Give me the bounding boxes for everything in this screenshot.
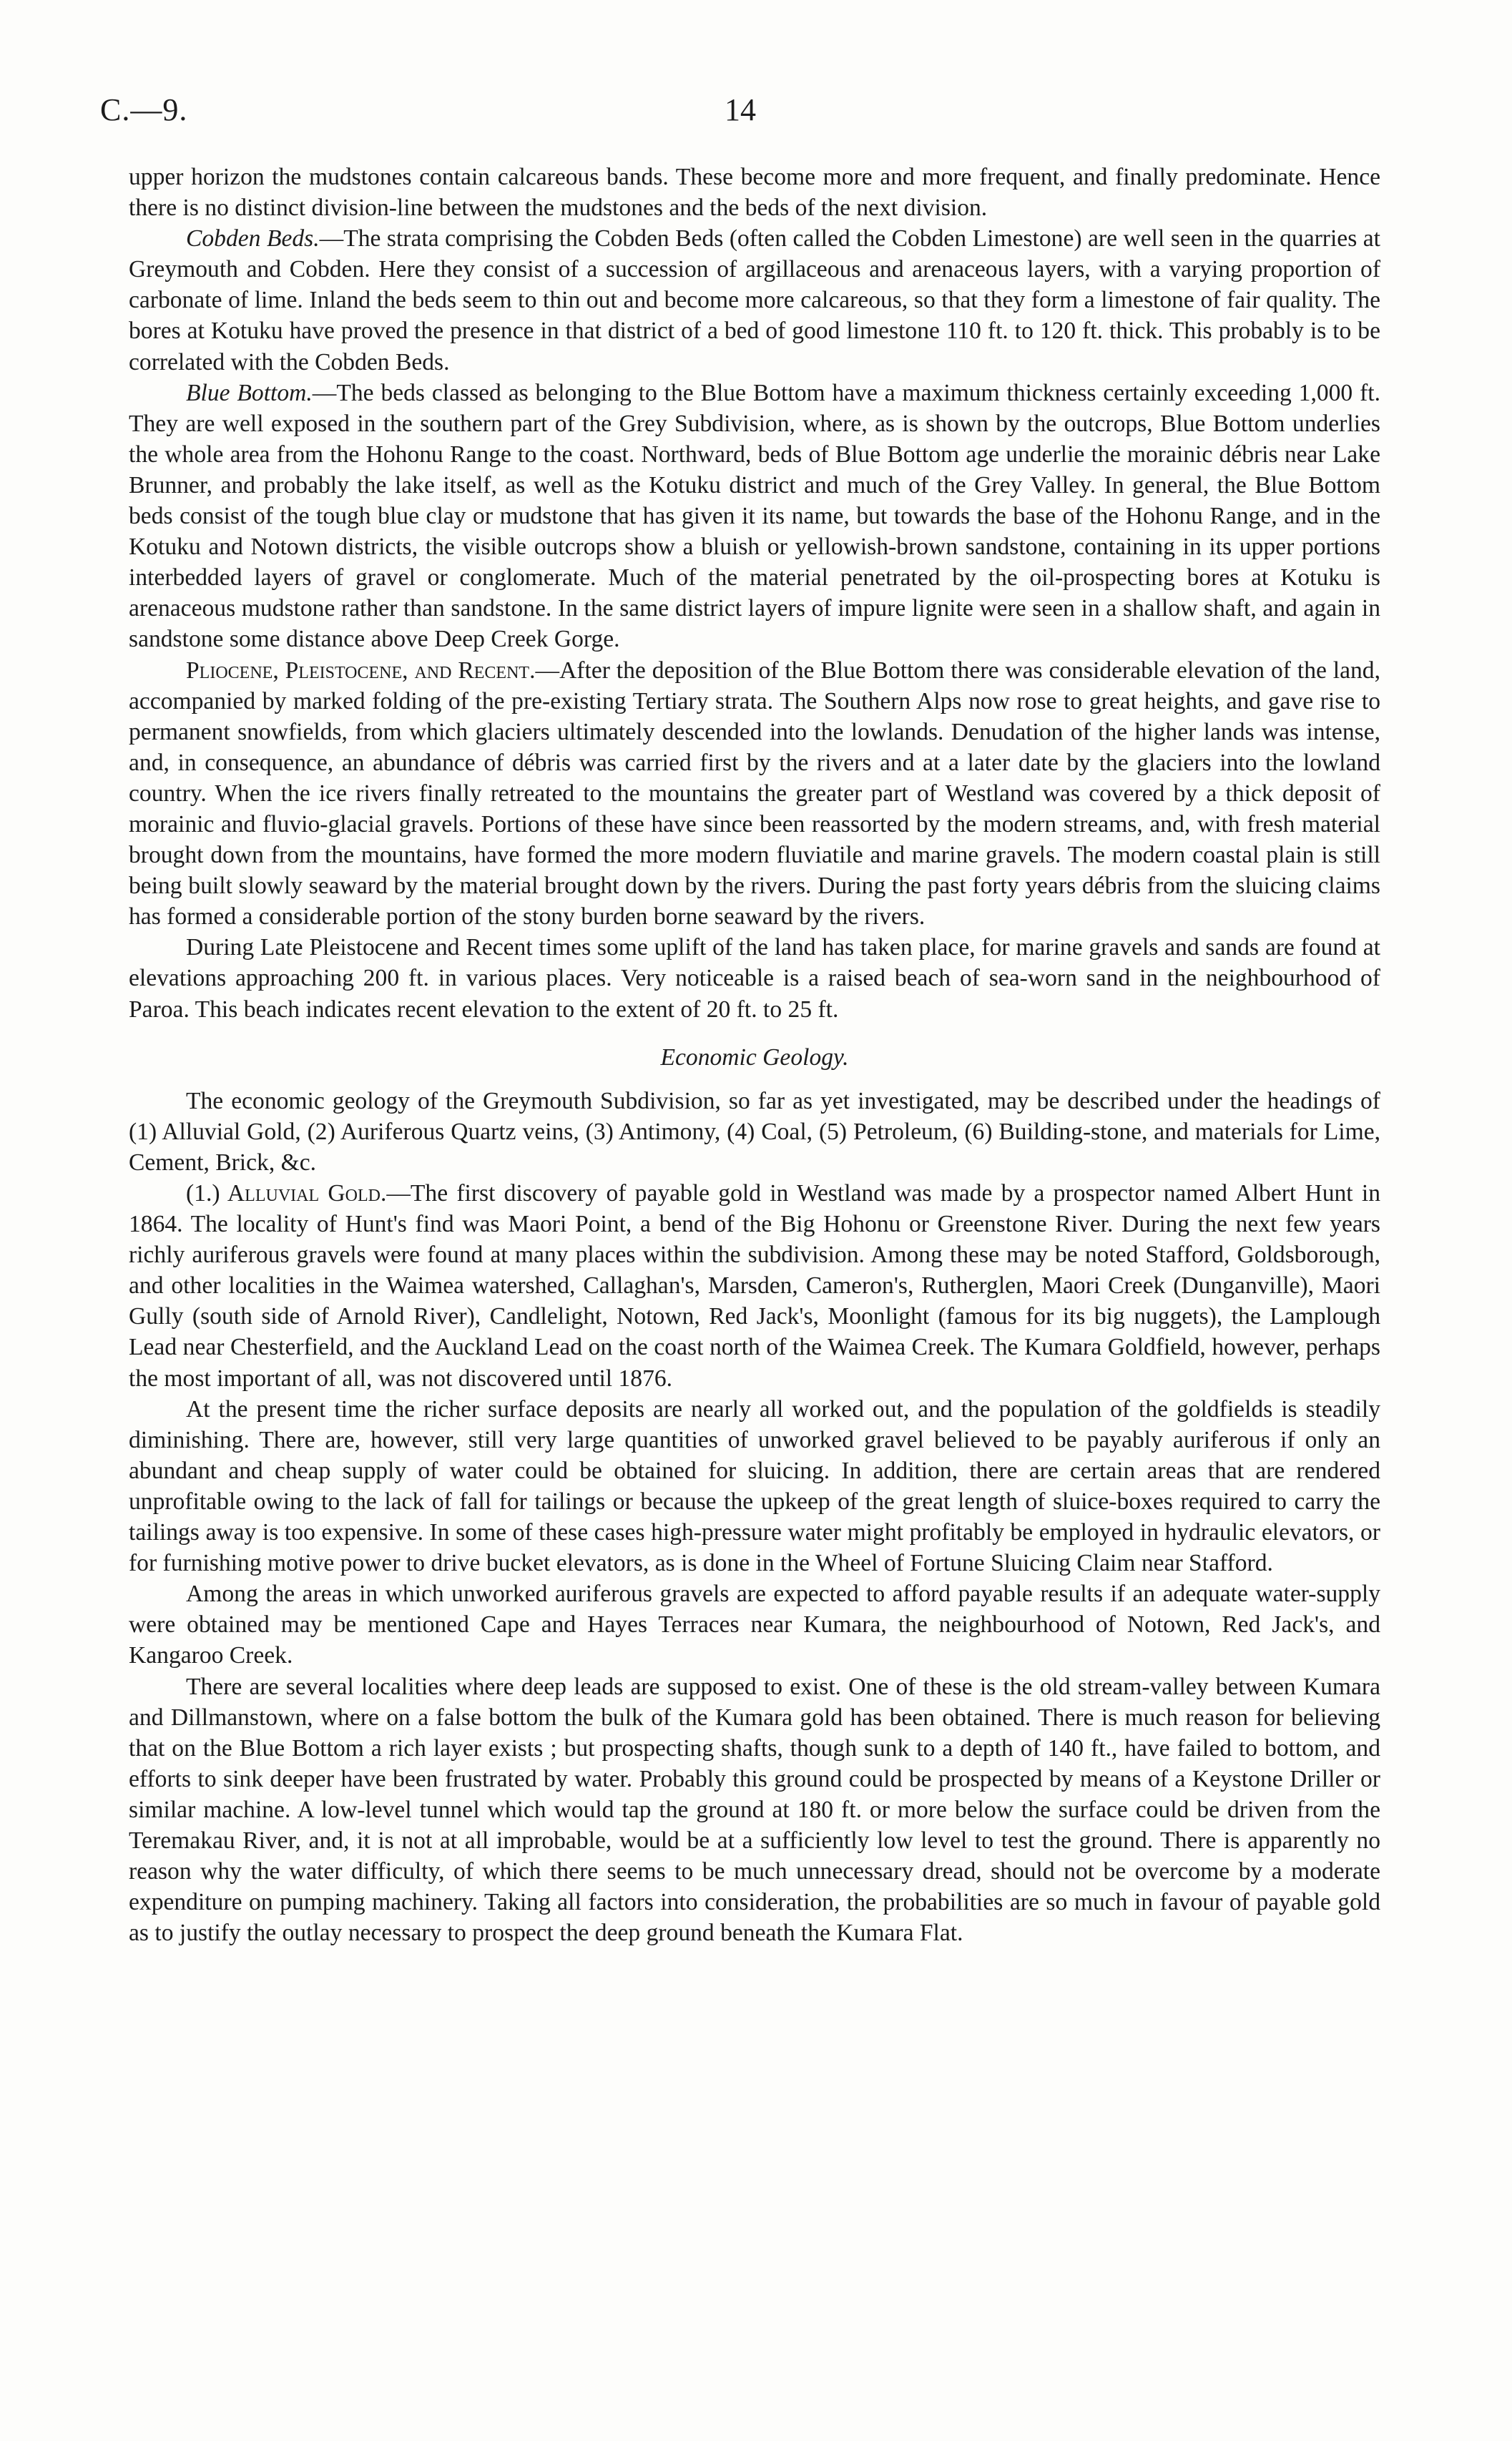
paragraph [129, 1394, 1380, 1579]
paragraph [129, 1578, 1380, 1671]
paragraph-text: At the present time the richer surface deposits are nearly all worked out, and the population of the goldfields is steadily diminishing. There are, however, still very large quantities of unworked gravel believed to be payably auriferous if only an abundant and cheap supply of water could be obtained for sluicing. In addition, there are certain areas that are rendered unprofitable owing to the lack of fall for tailings or because the upkeep of the great length of sluice-boxes required to carry the tailings away is too expensive. In some of these cases high-pressure water might profitably be employed in hydraulic elevators, or for furnishing motive power to drive bucket elevators, as is done in the Wheel of Fortune Sluicing Claim near Stafford. [129, 1395, 1380, 1577]
document-code: C.—9. [100, 92, 188, 127]
paragraph-lead: Pliocene, Pleistocene, and Recent. [186, 657, 536, 684]
paragraph-text: upper horizon the mudstones contain calcareous bands. These become more and more frequent, and finally predominate. Hence there is no distinct division-line between the mudstones and the beds of the next division. [129, 164, 1380, 222]
paragraph-text: —The strata comprising the Cobden Beds (often called the Cobden Limestone) are well seen in the quarries at Greymouth and Cobden. Here they consist of a succession of argillaceous and arenaceous layers, with a varying proportion of carbonate of lime. Inland the beds seem to thin out and become more calcareous, so that they form a limestone of fair quality. The bores at Kotuku have proved the presence in that district of a bed of good limestone 110 ft. to 120 ft. thick. This probably is to be correlated with the Cobden Beds. [129, 225, 1380, 375]
paragraph-lead: (1.) Alluvial Gold. [186, 1180, 387, 1207]
paragraph-text: Among the areas in which unworked auriferous gravels are expected to afford payable results if an adequate water-supply were obtained may be mentioned Cape and Hayes Terraces near Kumara, the neighbourhood of Notown, Red Jack's, and Kangaroo Creek. [129, 1581, 1380, 1669]
paragraph-text: —After the deposition of the Blue Bottom there was considerable elevation of the land, accompanied by marked folding of the pre-existing Tertiary strata. The Southern Alps now rose to great heights, and gave rise to permanent snowfields, from which glaciers ultimately descended into the lowlands. Denudation of the higher lands was intense, and, in consequence, an abundance of débris was carried first by the rivers and at a later date by the glaciers into the lowland country. When the ice rivers finally retreated to the mountains the greater part of Westland was covered by a thick deposit of morainic and fluvio-glacial gravels. Portions of these have since been reassorted by the modern streams, and, with fresh material brought down from the mountains, have formed the more modern fluviatile and marine gravels. The modern coastal plain is still being built slowly seaward by the material brought down by the rivers. During the past forty years débris from the sluicing claims has formed a considerable portion of the stony burden borne seaward by the rivers. [129, 657, 1380, 930]
paragraph [129, 162, 1380, 223]
paragraph [129, 655, 1380, 933]
paragraph [129, 932, 1380, 1024]
paragraph [129, 1086, 1380, 1178]
paragraph [129, 378, 1380, 655]
page-header [100, 92, 1380, 134]
section-title: Economic Geology. [660, 1043, 849, 1071]
body-text [129, 162, 1380, 1948]
paragraph-text: The economic geology of the Greymouth Subdivision, so far as yet investigated, may be described under the headings of (1) Alluvial Gold, (2) Auriferous Quartz veins, (3) Antimony, (4) Coal, (5) Petroleum, (6) Building-stone, and materials for Lime, Cement, Brick, &c. [129, 1087, 1380, 1176]
paragraph-text: During Late Pleistocene and Recent times some uplift of the land has taken place, for marine gravels and sands are found at elevations approaching 200 ft. in various places. Very noticeable is a raised beach of sea-worn sand in the neighbourhood of Paroa. This beach indicates recent elevation to the extent of 20 ft. to 25 ft. [129, 934, 1380, 1023]
paragraph-text: There are several localities where deep leads are supposed to exist. One of these is the old stream-valley between Kumara and Dillmanstown, where on a false bottom the bulk of the Kumara gold has been obtained. There is much reason for believing that on the Blue Bottom a rich layer exists ; but prospecting shafts, though sunk to a depth of 140 ft., have failed to bottom, and efforts to sink deeper have been frustrated by water. Probably this ground could be prospected by means of a Keystone Driller or similar machine. A low-level tunnel which would tap the ground at 180 ft. or more below the surface could be driven from the Teremakau River, and, it is not at all improbable, would be at a sufficiently low level to test the ground. There is apparently no reason why the water difficulty, of which there seems to be much unnecessary dread, should not be overcome by a moderate expenditure on pumping machinery. Taking all factors into consideration, the probabilities are so much in favour of payable gold as to justify the outlay necessary to prospect the deep ground beneath the Kumara Flat. [129, 1673, 1380, 1947]
paragraph-text: —The first discovery of payable gold in Westland was made by a prospector named Albert Hunt in 1864. The locality of Hunt's find was Maori Point, a bend of the Big Hohonu or Greenstone River. During the next few years richly auriferous gravels were found at many places within the subdivision. Among these may be noted Stafford, Goldsborough, and other localities in the Waimea watershed, Callaghan's, Marsden, Cameron's, Rutherglen, Maori Creek (Dunganville), Maori Gully (south side of Arnold River), Candlelight, Notown, Red Jack's, Moonlight (famous for its big nuggets), the Lamplough Lead near Chesterfield, and the Auckland Lead on the coast north of the Waimea Creek. The Kumara Goldfield, however, perhaps the most important of all, was not discovered until 1876. [129, 1180, 1380, 1392]
paragraph-lead: Blue Bottom. [186, 379, 313, 406]
paragraph [129, 1671, 1380, 1949]
paragraph-lead: Cobden Beds. [186, 225, 320, 252]
paragraph [129, 223, 1380, 377]
page-number: 14 [725, 92, 756, 127]
paragraph-text: —The beds classed as belonging to the Blue Bottom have a maximum thickness certainly exceeding 1,000 ft. They are well exposed in the southern part of the Grey Subdivision, where, as is shown by the outcrops, Blue Bottom underlies the whole area from the Hohonu Range to the coast. Northward, beds of Blue Bottom age underlie the morainic débris near Lake Brunner, and probably the lake itself, as well as the Kotuku district and much of the Grey Valley. In general, the Blue Bottom beds consist of the tough blue clay or mudstone that has given it its name, but towards the base of the Hohonu Range, and in the Kotuku and Notown districts, the visible outcrops show a bluish or yellowish-brown sandstone, containing in its upper portions interbedded layers of gravel or conglomerate. Much of the material penetrated by the oil-prospecting bores at Kotuku is arenaceous mudstone rather than sandstone. In the same district layers of impure lignite were seen in a shallow shaft, and again in sandstone some distance above Deep Creek Gorge. [129, 379, 1380, 653]
paragraph [129, 1178, 1380, 1394]
